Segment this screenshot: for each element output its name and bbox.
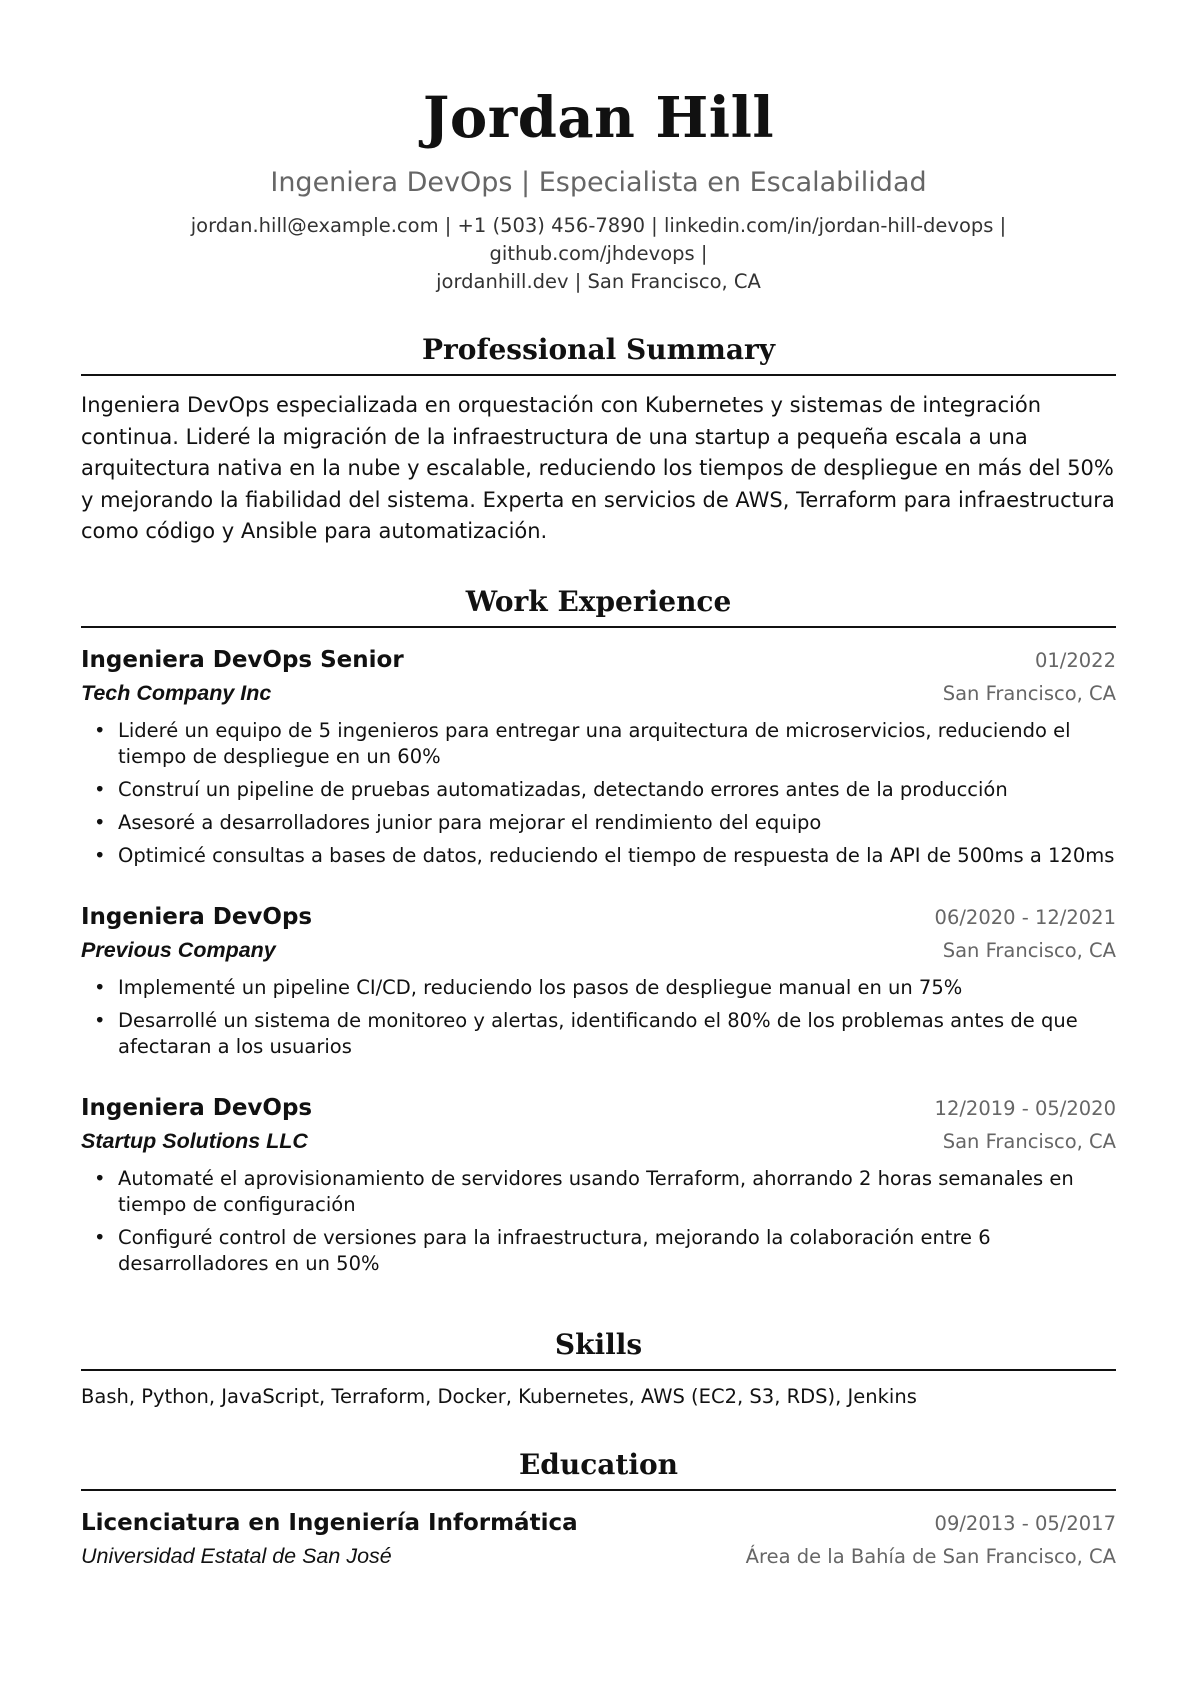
job-entry bbox=[81, 1092, 1116, 1277]
list-item: • Construí un pipeline de pruebas automatizadas, detectando errores antes de la producción bbox=[81, 777, 1116, 803]
experience-section bbox=[81, 584, 1116, 1277]
job-bullets bbox=[81, 718, 1116, 869]
list-item: • Automaté el aprovisionamiento de servidores usando Terraform, ahorrando 2 horas semanales en tiempo de configuración bbox=[81, 1166, 1116, 1218]
contact-line-1: jordan.hill@example.com | +1 (503) 456-7890 | linkedin.com/in/jordan-hill-devops | github.com/jhdevops | bbox=[190, 214, 1007, 265]
degree-title: Licenciatura en Ingeniería Informática bbox=[81, 1509, 578, 1536]
education-entry bbox=[81, 1507, 1116, 1571]
candidate-subtitle: Ingeniera DevOps | Especialista en Escalabilidad bbox=[270, 167, 927, 198]
job-location: San Francisco, CA bbox=[942, 681, 1116, 705]
job-location: San Francisco, CA bbox=[942, 1129, 1116, 1153]
job-title: Ingeniera DevOps bbox=[81, 903, 313, 930]
skills-text: Bash, Python, JavaScript, Terraform, Docker, Kubernetes, AWS (EC2, S3, RDS), Jenkins bbox=[81, 1384, 917, 1408]
summary-section bbox=[81, 332, 1116, 548]
skills-heading: Skills bbox=[81, 1327, 1116, 1371]
job-dates: 06/2020 - 12/2021 bbox=[934, 905, 1116, 929]
contact-line-2: jordanhill.dev | San Francisco, CA bbox=[436, 270, 761, 293]
summary-text: Ingeniera DevOps especializada en orquestación con Kubernetes y sistemas de integración continua. Lideré la migración de la infraestructura de una startup a pequeña escala a una arquitectura nativa en la nube y escalable, reduciendo los tiempos de despliegue en más del 50% y mejorando la fiabilidad del sistema. Experta en servicios de AWS, Terraform para infraestructura como código y Ansible para automatización. bbox=[81, 393, 1115, 543]
list-item: • Configuré control de versiones para la infraestructura, mejorando la colaboración entre 6 desarrolladores en un 50% bbox=[81, 1225, 1116, 1277]
job-dates: 01/2022 bbox=[1034, 648, 1116, 672]
job-company: Previous Company bbox=[81, 937, 276, 962]
job-bullets bbox=[81, 1166, 1116, 1277]
job-entry bbox=[81, 644, 1116, 869]
skills-section bbox=[81, 1327, 1116, 1411]
education-heading: Education bbox=[81, 1447, 1116, 1491]
job-location: San Francisco, CA bbox=[942, 938, 1116, 962]
school-location: Área de la Bahía de San Francisco, CA bbox=[745, 1544, 1116, 1568]
resume-page bbox=[81, 0, 1116, 1571]
school-name: Universidad Estatal de San José bbox=[81, 1543, 392, 1568]
list-item: • Desarrollé un sistema de monitoreo y alertas, identificando el 80% de los problemas antes de que afectaran a los usuarios bbox=[81, 1008, 1116, 1060]
education-section bbox=[81, 1447, 1116, 1571]
job-title: Ingeniera DevOps bbox=[81, 1094, 313, 1121]
job-company: Tech Company Inc bbox=[81, 680, 272, 705]
job-entry bbox=[81, 901, 1116, 1060]
list-item: • Optimicé consultas a bases de datos, reduciendo el tiempo de respuesta de la API de 500ms a 120ms bbox=[81, 843, 1116, 869]
job-company: Startup Solutions LLC bbox=[81, 1128, 308, 1153]
list-item: • Implementé un pipeline CI/CD, reduciendo los pasos de despliegue manual en un 75% bbox=[81, 975, 1116, 1001]
contact-info bbox=[81, 212, 1116, 296]
experience-heading: Work Experience bbox=[81, 584, 1116, 628]
job-dates: 12/2019 - 05/2020 bbox=[934, 1096, 1116, 1120]
candidate-name: Jordan Hill bbox=[422, 85, 775, 151]
job-bullets bbox=[81, 975, 1116, 1060]
summary-heading: Professional Summary bbox=[81, 332, 1116, 376]
list-item: • Lideré un equipo de 5 ingenieros para entregar una arquitectura de microservicios, reduciendo el tiempo de despliegue en un 60% bbox=[81, 718, 1116, 770]
education-dates: 09/2013 - 05/2017 bbox=[934, 1511, 1116, 1535]
job-title: Ingeniera DevOps Senior bbox=[81, 646, 404, 673]
list-item: • Asesoré a desarrolladores junior para mejorar el rendimiento del equipo bbox=[81, 810, 1116, 836]
